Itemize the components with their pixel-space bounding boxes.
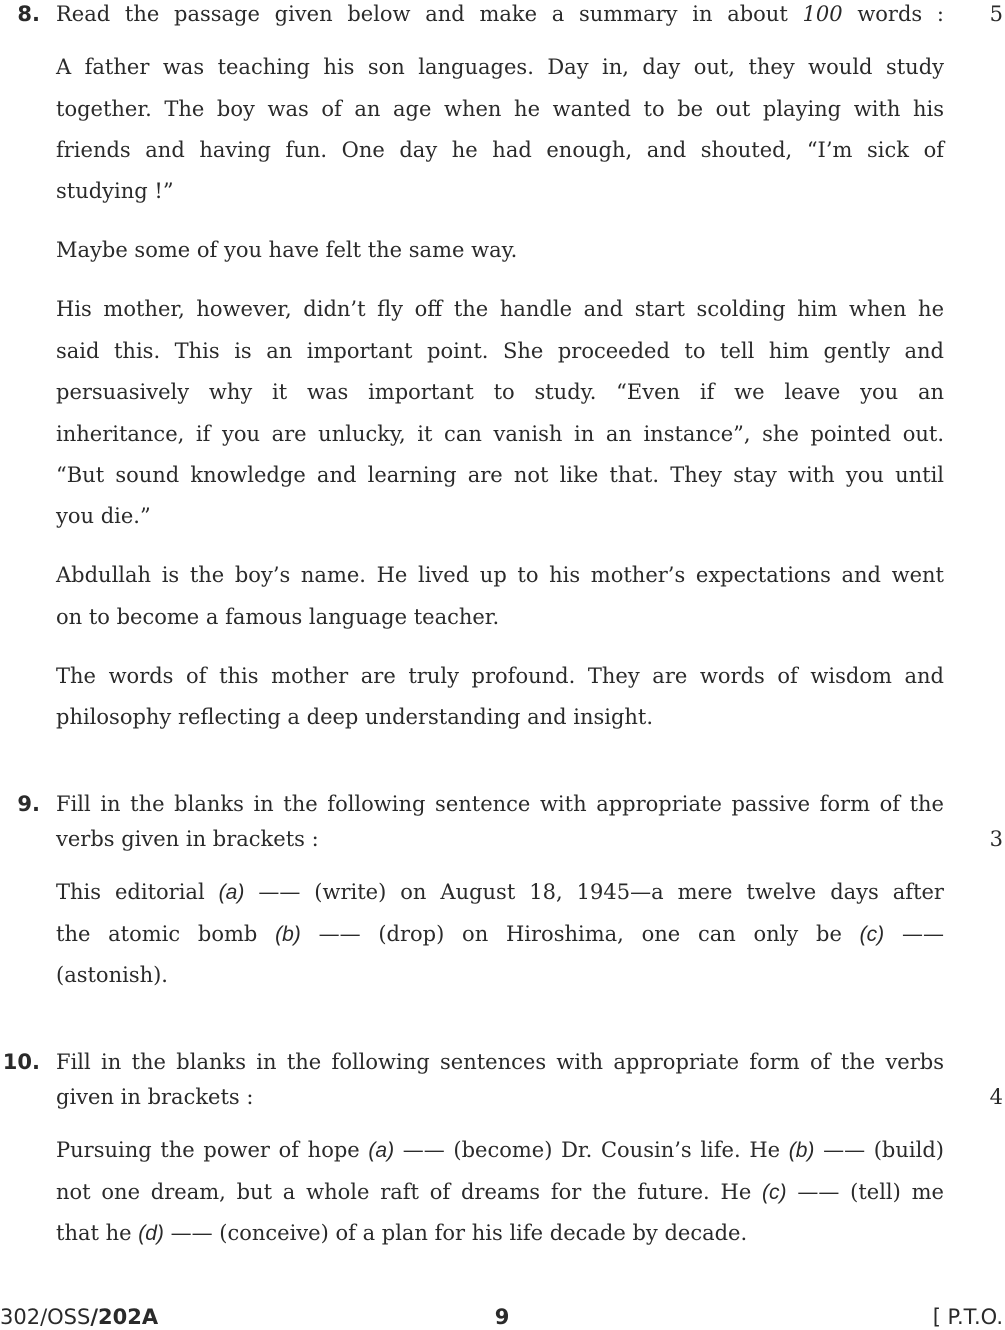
q8-passage-line: studying !” xyxy=(56,179,174,203)
q8-passage-line: The words of this mother are truly profound. They are words of wisdom and xyxy=(56,664,944,688)
q8-number: 8. xyxy=(17,2,40,26)
paper-code-bold: /202A xyxy=(90,1305,159,1329)
q8-passage-line: A father was teaching his son languages. Day in, day out, they would study xyxy=(56,55,944,79)
q8-passage-line: together. The boy was of an age when he wanted to be out playing with his xyxy=(56,97,944,121)
q9-text: —— (drop) on Hiroshima, one can only be xyxy=(318,922,842,946)
q9-prompt-line-2: verbs given in brackets : xyxy=(56,827,319,851)
q10-sentence-line-2 xyxy=(56,1180,944,1205)
q8-passage-line: you die.” xyxy=(56,504,151,528)
q10-text: not one dream, but a whole raft of dreams for the future. He xyxy=(56,1180,752,1204)
q8-passage-line: “But sound knowledge and learning are not like that. They stay with you until xyxy=(56,463,944,487)
q10-blank-label-c: (c) xyxy=(762,1181,787,1204)
q10-text: —— (tell) me xyxy=(797,1180,944,1204)
q10-text: —— (become) Dr. Cousin’s life. He xyxy=(402,1138,781,1162)
q9-number: 9. xyxy=(17,792,40,816)
q8-passage-line: said this. This is an important point. She proceeded to tell him gently and xyxy=(56,339,944,363)
q9-blank-label-a: (a) xyxy=(218,881,245,904)
q10-prompt-line-2: given in brackets : xyxy=(56,1085,254,1109)
q10-sentence-line-1 xyxy=(56,1138,944,1163)
q9-text: This editorial xyxy=(56,880,205,904)
q10-text: —— (conceive) of a plan for his life decade by decade. xyxy=(170,1221,748,1245)
q9-sentence-line-1 xyxy=(56,880,944,905)
q10-text: that he xyxy=(56,1221,132,1245)
q8-prompt-text-b: words : xyxy=(857,2,944,26)
q8-passage-line: philosophy reflecting a deep understanding and insight. xyxy=(56,705,654,729)
q9-prompt-line-1: Fill in the blanks in the following sentence with appropriate passive form of the xyxy=(56,792,944,816)
q8-prompt-text-a: Read the passage given below and make a summary in about xyxy=(56,2,788,26)
q8-passage-line: Abdullah is the boy’s name. He lived up to his mother’s expectations and went xyxy=(56,563,944,587)
q10-blank-label-b: (b) xyxy=(788,1139,815,1162)
page-number: 9 xyxy=(494,1305,510,1329)
pto-label: [ P.T.O. xyxy=(932,1305,1003,1329)
q8-marks: 5 xyxy=(989,2,1003,26)
q10-text: Pursuing the power of hope xyxy=(56,1138,360,1162)
q10-blank-label-d: (d) xyxy=(138,1222,164,1245)
q10-marks: 4 xyxy=(989,1085,1003,1109)
q10-sentence-line-3 xyxy=(56,1221,944,1246)
q9-blank-label-b: (b) xyxy=(275,923,301,946)
q9-text: —— (write) on August 18, 1945—a mere twelve days after xyxy=(258,880,944,904)
q8-passage-line: friends and having fun. One day he had enough, and shouted, “I’m sick of xyxy=(56,138,944,162)
q8-passage-line: Maybe some of you have felt the same way. xyxy=(56,238,518,262)
q8-passage-line: inheritance, if you are unlucky, it can vanish in an instance”, she pointed out. xyxy=(56,422,944,446)
q8-passage-line: on to become a famous language teacher. xyxy=(56,605,500,629)
q8-passage-line: His mother, however, didn’t fly off the handle and start scolding him when he xyxy=(56,297,944,321)
q10-number: 10. xyxy=(2,1050,40,1074)
q10-text: —— (build) xyxy=(823,1138,944,1162)
q9-text: the atomic bomb xyxy=(56,922,258,946)
q8-prompt-number: 100 xyxy=(802,2,843,26)
q9-text: —— xyxy=(901,922,944,946)
q8-prompt xyxy=(56,2,944,26)
q10-blank-label-a: (a) xyxy=(368,1139,395,1162)
q9-marks: 3 xyxy=(989,827,1003,851)
q9-sentence-line-2 xyxy=(56,922,944,947)
q10-prompt-line-1: Fill in the blanks in the following sentences with appropriate form of the verbs xyxy=(56,1050,944,1074)
paper-code-prefix: 302/OSS xyxy=(0,1305,91,1329)
paper-code xyxy=(0,1305,158,1329)
q9-blank-label-c: (c) xyxy=(859,923,885,946)
q8-passage-line: persuasively why it was important to study. “Even if we leave you an xyxy=(56,380,944,404)
q9-sentence-line-3: (astonish). xyxy=(56,963,168,987)
